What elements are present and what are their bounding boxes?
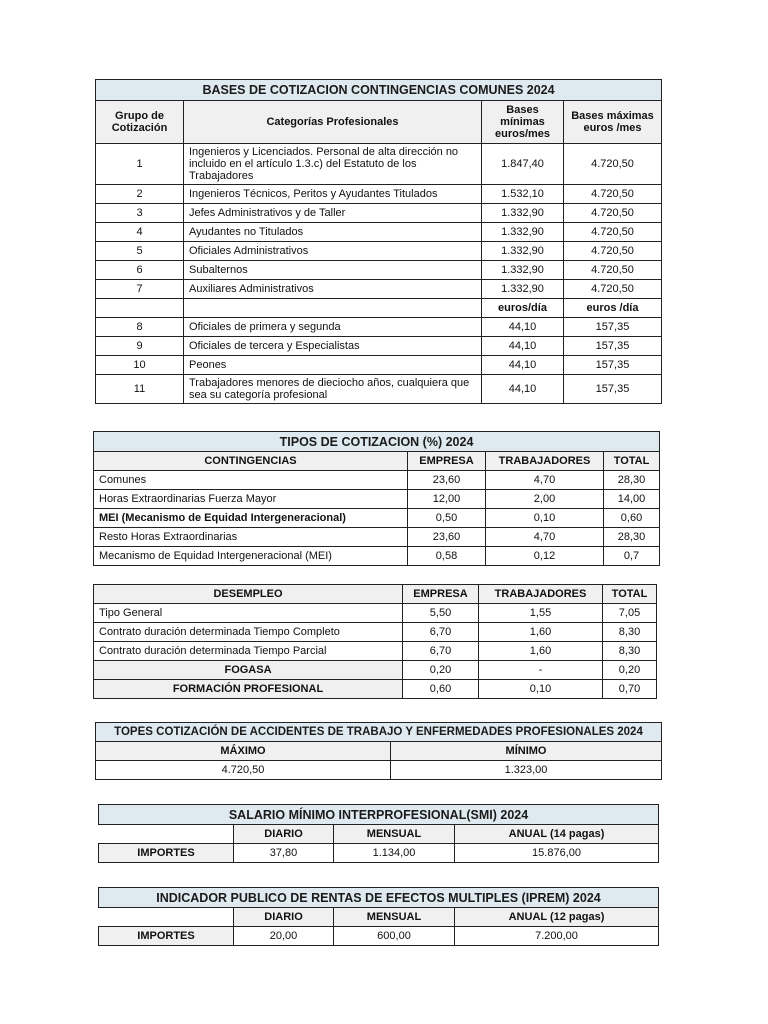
total-cell: 8,30 — [603, 623, 657, 642]
table-row — [96, 185, 662, 204]
categoria-cell: Jefes Administrativos y de Taller — [184, 204, 482, 223]
table-row — [96, 242, 662, 261]
trabajadores-cell: 1,60 — [479, 642, 603, 661]
min-cell: 1.332,90 — [482, 223, 564, 242]
empresa-cell: 0,60 — [403, 680, 479, 699]
table-row — [96, 223, 662, 242]
concept-cell: Horas Extraordinarias Fuerza Mayor — [94, 490, 408, 509]
grupo-cell: 11 — [96, 375, 184, 404]
importes-label: IMPORTES — [99, 844, 234, 863]
concept-cell: FORMACIÓN PROFESIONAL — [94, 680, 403, 699]
topes-table — [95, 722, 662, 780]
empresa-cell: 6,70 — [403, 642, 479, 661]
empresa-cell: 0,50 — [408, 509, 486, 528]
trabajadores-cell: 4,70 — [486, 471, 604, 490]
table-row — [96, 356, 662, 375]
grupo-cell: 5 — [96, 242, 184, 261]
trabajadores-cell: 1,55 — [479, 604, 603, 623]
grupo-cell: 10 — [96, 356, 184, 375]
smi-title: SALARIO MÍNIMO INTERPROFESIONAL(SMI) 2024 — [99, 805, 659, 825]
categoria-cell: Trabajadores menores de dieciocho años, cualquiera que sea su categoría profesional — [184, 375, 482, 404]
table-row — [96, 761, 662, 780]
tipos-title: TIPOS DE COTIZACION (%) 2024 — [94, 432, 660, 452]
grupo-cell: 1 — [96, 144, 184, 185]
smi-table — [98, 804, 659, 863]
table-row — [96, 280, 662, 299]
min-cell: 1.332,90 — [482, 204, 564, 223]
min-cell: 1.332,90 — [482, 242, 564, 261]
header-mensual: MENSUAL — [334, 825, 455, 844]
table-row — [94, 661, 657, 680]
min-cell: 44,10 — [482, 337, 564, 356]
min-cell: 1.847,40 — [482, 144, 564, 185]
header-desempleo: DESEMPLEO — [94, 585, 403, 604]
trabajadores-cell: 2,00 — [486, 490, 604, 509]
tipos-table — [93, 431, 660, 566]
table-row — [94, 471, 660, 490]
minimo-value: 1.323,00 — [391, 761, 662, 780]
min-cell: 44,10 — [482, 318, 564, 337]
grupo-cell: 4 — [96, 223, 184, 242]
min-cell: 44,10 — [482, 356, 564, 375]
empty-cell — [184, 299, 482, 318]
total-cell: 0,20 — [603, 661, 657, 680]
table-row — [94, 680, 657, 699]
empresa-cell: 5,50 — [403, 604, 479, 623]
empresa-cell: 0,58 — [408, 547, 486, 566]
total-cell: 8,30 — [603, 642, 657, 661]
header-minimas: Bases mínimas euros/mes — [482, 101, 564, 144]
header-categorias: Categorías Profesionales — [184, 101, 482, 144]
header-diario: DIARIO — [234, 908, 334, 927]
table-row — [94, 547, 660, 566]
min-cell: 44,10 — [482, 375, 564, 404]
header-euros-dia-min: euros/día — [482, 299, 564, 318]
trabajadores-cell: 1,60 — [479, 623, 603, 642]
empty-cell — [96, 299, 184, 318]
header-total: TOTAL — [603, 585, 657, 604]
concept-cell: Resto Horas Extraordinarias — [94, 528, 408, 547]
table-row — [99, 844, 659, 863]
grupo-cell: 9 — [96, 337, 184, 356]
max-cell: 4.720,50 — [564, 280, 662, 299]
trabajadores-cell: 0,12 — [486, 547, 604, 566]
concept-cell: Mecanismo de Equidad Intergeneracional (MEI) — [94, 547, 408, 566]
trabajadores-cell: 0,10 — [479, 680, 603, 699]
grupo-cell: 6 — [96, 261, 184, 280]
max-cell: 4.720,50 — [564, 261, 662, 280]
trabajadores-cell: 0,10 — [486, 509, 604, 528]
dia-header-row — [96, 299, 662, 318]
max-cell: 4.720,50 — [564, 242, 662, 261]
table-row — [94, 509, 660, 528]
table-row — [94, 604, 657, 623]
table-row — [94, 642, 657, 661]
concept-cell: FOGASA — [94, 661, 403, 680]
grupo-cell: 7 — [96, 280, 184, 299]
table-row — [94, 528, 660, 547]
table-row — [96, 144, 662, 185]
max-cell: 157,35 — [564, 375, 662, 404]
anual-value: 7.200,00 — [455, 927, 659, 946]
iprem-table — [98, 887, 659, 946]
header-total: TOTAL — [604, 452, 660, 471]
header-maximo: MÁXIMO — [96, 742, 391, 761]
categoria-cell: Ingenieros Técnicos, Peritos y Ayudantes Titulados — [184, 185, 482, 204]
header-contingencias: CONTINGENCIAS — [94, 452, 408, 471]
categoria-cell: Auxiliares Administrativos — [184, 280, 482, 299]
categoria-cell: Ingenieros y Licenciados. Personal de alta dirección no incluido en el artículo 1.3.c) del Estatuto de los Trabajadores — [184, 144, 482, 185]
total-cell: 7,05 — [603, 604, 657, 623]
header-grupo: Grupo de Cotización — [96, 101, 184, 144]
min-cell: 1.332,90 — [482, 280, 564, 299]
table-row — [96, 261, 662, 280]
table-row — [96, 337, 662, 356]
importes-label: IMPORTES — [99, 927, 234, 946]
table-row — [96, 375, 662, 404]
categoria-cell: Subalternos — [184, 261, 482, 280]
concept-cell: Comunes — [94, 471, 408, 490]
max-cell: 4.720,50 — [564, 223, 662, 242]
mensual-value: 600,00 — [334, 927, 455, 946]
header-anual: ANUAL (12 pagas) — [455, 908, 659, 927]
total-cell: 0,60 — [604, 509, 660, 528]
header-empresa: EMPRESA — [408, 452, 486, 471]
min-cell: 1.332,90 — [482, 261, 564, 280]
table-row — [96, 318, 662, 337]
categoria-cell: Oficiales de primera y segunda — [184, 318, 482, 337]
header-trabajadores: TRABAJADORES — [479, 585, 603, 604]
anual-value: 15.876,00 — [455, 844, 659, 863]
grupo-cell: 3 — [96, 204, 184, 223]
empresa-cell: 6,70 — [403, 623, 479, 642]
table-row — [96, 204, 662, 223]
total-cell: 0,7 — [604, 547, 660, 566]
empresa-cell: 12,00 — [408, 490, 486, 509]
empresa-cell: 23,60 — [408, 471, 486, 490]
total-cell: 14,00 — [604, 490, 660, 509]
header-mensual: MENSUAL — [334, 908, 455, 927]
grupo-cell: 8 — [96, 318, 184, 337]
max-cell: 157,35 — [564, 318, 662, 337]
maximo-value: 4.720,50 — [96, 761, 391, 780]
trabajadores-cell: 4,70 — [486, 528, 604, 547]
header-diario: DIARIO — [234, 825, 334, 844]
categoria-cell: Oficiales Administrativos — [184, 242, 482, 261]
empresa-cell: 0,20 — [403, 661, 479, 680]
table-row — [94, 490, 660, 509]
total-cell: 28,30 — [604, 528, 660, 547]
iprem-title: INDICADOR PUBLICO DE RENTAS DE EFECTOS MULTIPLES (IPREM) 2024 — [99, 888, 659, 908]
table-row — [94, 623, 657, 642]
desempleo-table — [93, 584, 657, 699]
header-trabajadores: TRABAJADORES — [486, 452, 604, 471]
header-maximas: Bases máximas euros /mes — [564, 101, 662, 144]
grupo-cell: 2 — [96, 185, 184, 204]
header-minimo: MÍNIMO — [391, 742, 662, 761]
bases-title: BASES DE COTIZACION CONTINGENCIAS COMUNES 2024 — [96, 80, 662, 101]
concept-cell: Tipo General — [94, 604, 403, 623]
diario-value: 37,80 — [234, 844, 334, 863]
header-empresa: EMPRESA — [403, 585, 479, 604]
categoria-cell: Ayudantes no Titulados — [184, 223, 482, 242]
categoria-cell: Peones — [184, 356, 482, 375]
min-cell: 1.532,10 — [482, 185, 564, 204]
mensual-value: 1.134,00 — [334, 844, 455, 863]
empresa-cell: 23,60 — [408, 528, 486, 547]
max-cell: 4.720,50 — [564, 204, 662, 223]
max-cell: 4.720,50 — [564, 185, 662, 204]
total-cell: 28,30 — [604, 471, 660, 490]
diario-value: 20,00 — [234, 927, 334, 946]
trabajadores-cell: - — [479, 661, 603, 680]
bases-table — [95, 79, 662, 404]
total-cell: 0,70 — [603, 680, 657, 699]
header-anual: ANUAL (14 pagas) — [455, 825, 659, 844]
table-row — [99, 927, 659, 946]
header-euros-dia-max: euros /día — [564, 299, 662, 318]
empty-cell — [99, 908, 234, 927]
concept-cell: Contrato duración determinada Tiempo Parcial — [94, 642, 403, 661]
max-cell: 157,35 — [564, 337, 662, 356]
concept-cell: Contrato duración determinada Tiempo Completo — [94, 623, 403, 642]
categoria-cell: Oficiales de tercera y Especialistas — [184, 337, 482, 356]
max-cell: 157,35 — [564, 356, 662, 375]
max-cell: 4.720,50 — [564, 144, 662, 185]
concept-cell: MEI (Mecanismo de Equidad Intergeneracional) — [94, 509, 408, 528]
topes-title: TOPES COTIZACIÓN DE ACCIDENTES DE TRABAJO Y ENFERMEDADES PROFESIONALES 2024 — [96, 723, 662, 742]
empty-cell — [99, 825, 234, 844]
